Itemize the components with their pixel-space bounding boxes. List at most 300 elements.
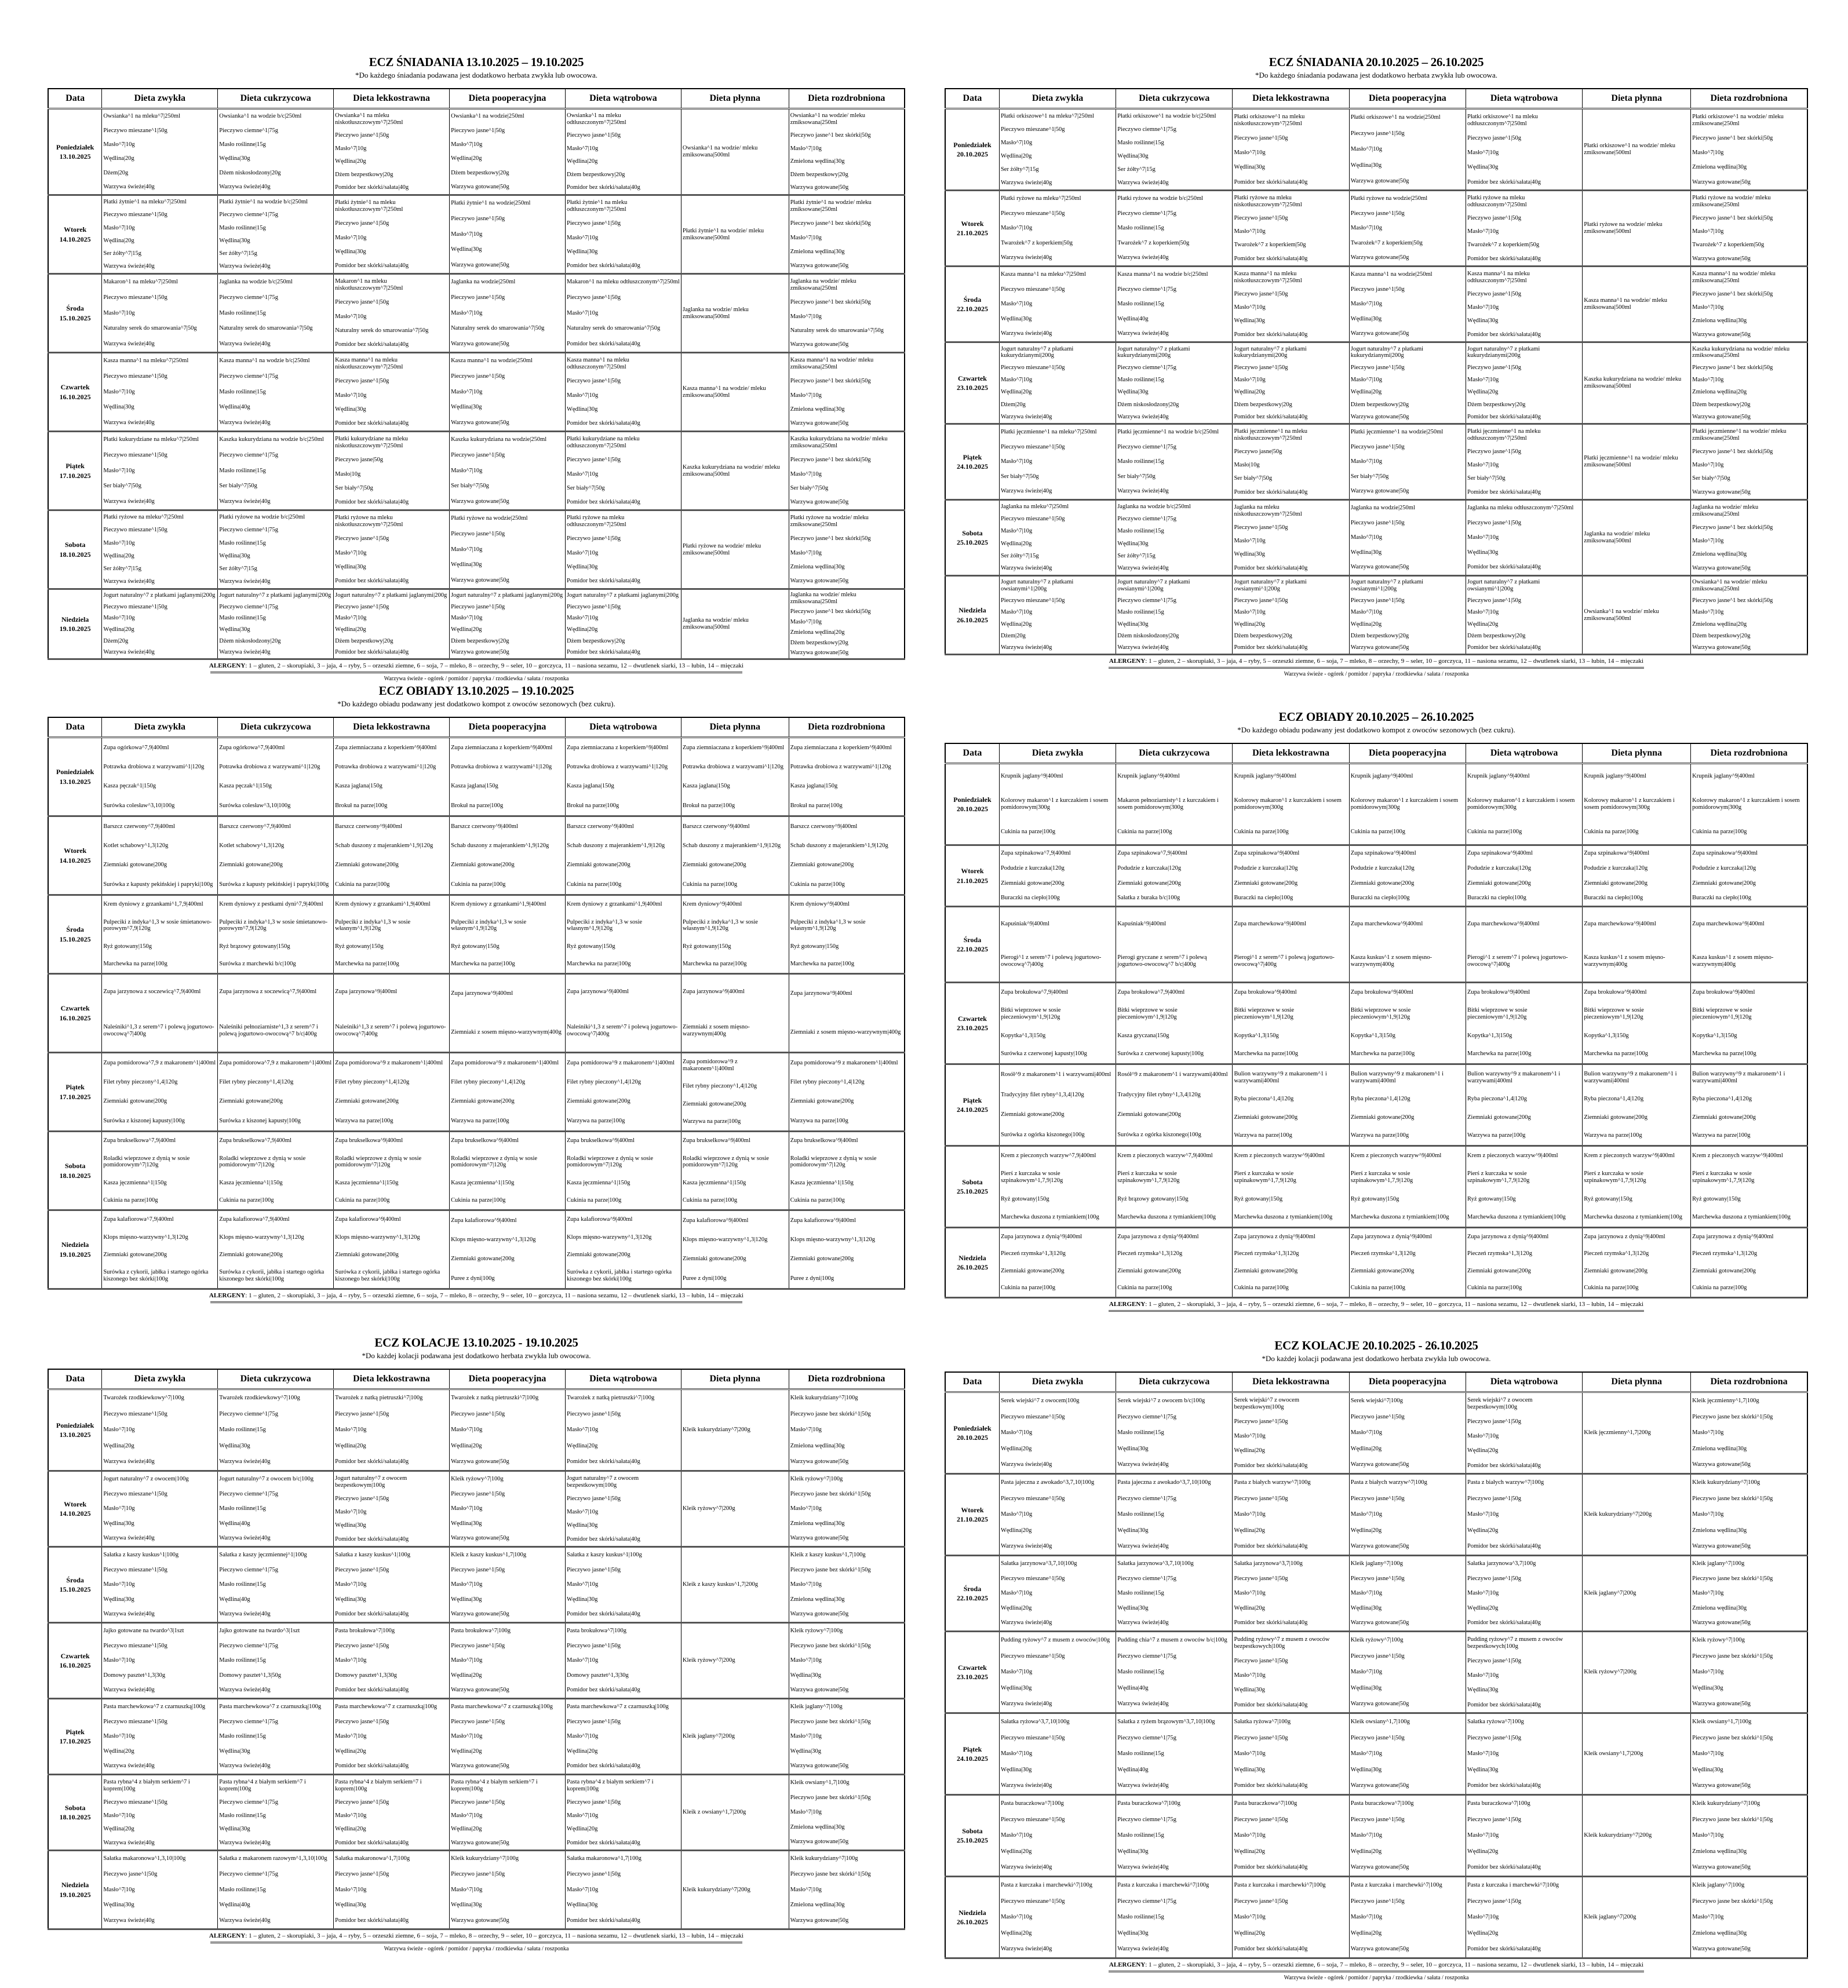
menu-item: Masło^7|10g [103,309,135,316]
menu-item: Podudzie z kurczaka|120g [1234,864,1298,871]
table-row [48,1389,905,1471]
menu-item: Ziemniaki gotowane|200g [1117,1267,1181,1274]
menu-item: Owsianka^1 na mleku odtłuszczonym^7|250ml [567,112,626,126]
menu-item: Warzywa świeże|40g [1117,413,1169,420]
menu-item: Warzywa gotowane|50g [1692,255,1751,262]
menu-item: Masło^7|10g [1350,609,1383,616]
menu-item: Krem z pieczonych warzyw^9|400ml [1584,1152,1675,1159]
item-list [681,817,789,894]
menu-item: Masło^7|10g [451,231,483,238]
menu-item: Pomidor bez skórki/sałata|40g [1234,1462,1308,1469]
menu-item: Krem z pieczonych warzyw^9|400ml [1467,1152,1558,1159]
item-list [218,1624,333,1698]
menu-item: Masło^7|10g [567,1657,599,1664]
menu-item: Cukinia na parze|100g [1234,1285,1289,1292]
menu-item: Pieczywo mieszane^1|50g [1000,1653,1065,1659]
item-list [1000,1796,1116,1876]
menu-item: Cukinia na parze|100g [1467,829,1522,836]
menu-item: Roladki wieprzowe z dynią w sosie pomidorowym^7|120g [567,1155,654,1169]
menu-item: Warzywa gotowane|50g [451,261,509,268]
menu-item: Zupa jarzynowa^9|400ml [335,988,398,995]
item-list [1000,1065,1116,1145]
menu-item: Krupnik jaglany^9|400ml [1117,773,1180,780]
menu-item: Dżem bezpestkowy|20g [1234,632,1292,639]
menu-item: Pomidor bez skórki/sałata|40g [1234,1701,1308,1708]
menu-item: Ser biały^7|50g [451,483,489,490]
menu-item: Masło^7|10g [1467,149,1499,156]
menu-item: Zupa marchewkowa^9|400ml [1467,921,1540,928]
menu-item: Warzywa gotowane|50g [1350,1782,1409,1789]
menu-item: Filet rybny pieczony^1,4|120g [103,1079,178,1085]
menu-item: Masło roślinne|15g [219,1427,266,1433]
menu-item: Masło^7|10g [335,1509,367,1515]
item-list [1000,1475,1116,1555]
menu-item: Ziemniaki gotowane|200g [219,1251,283,1258]
menu-item: Pieczeń rzymska^1,3|120g [1350,1250,1416,1257]
menu-item: Pieczywo mieszane^1|50g [103,127,167,134]
menu-item: Ser biały^7|50g [219,483,257,490]
table-row [48,109,905,195]
item-list [1116,267,1232,341]
item-list [1583,343,1690,423]
menu-item: Wędlina|20g [1467,1527,1499,1534]
day-cell [48,274,102,353]
diet-cell [681,974,789,1053]
fresh-vegetables-note: Warzywa świeże - ogórek / pomidor / papryka / rzodkiewka / sałata / roszponka [384,676,569,682]
menu-item: Ziemniaki gotowane|200g [451,862,515,869]
menu-item: Wędlina|20g [103,1748,134,1754]
menu-item: Naturalny serek do smarowania^7|50g [335,327,429,334]
menu-item: Ziemniaki gotowane|200g [1467,1267,1531,1274]
menu-item: Jogurt naturalny^7 z płatkami owsianymi^1|200g [1234,579,1307,592]
menu-item: Marchewka duszona z tymiankiem|100g [1467,1214,1566,1221]
menu-item: Masło^7|10g [335,615,367,622]
menu-item: Pieczywo jasne^1|50g [335,378,389,385]
diet-cell [999,907,1116,983]
menu-item: Warzywa świeże|40g [1000,254,1052,261]
diet-cell [450,1547,566,1623]
menu-item: Rosół^9 z makaronem^1 i warzywami|400ml [1000,1071,1111,1078]
diet-cell [1233,191,1349,267]
menu-item: Wędlina|30g [1467,549,1499,556]
day-date: 18.10.2025 [59,1813,91,1821]
menu-item: Warzywa na parze|100g [1584,1132,1642,1139]
menu-item: Wędlina|30g [567,563,598,570]
menu-item: Pieczywo jasne^1|50g [1467,1495,1522,1502]
diet-cell [102,589,218,659]
menu-item: Pomidor bez skórki/sałata|40g [567,649,640,656]
day-date: 22.10.2025 [956,1594,988,1602]
table-row [48,1851,905,1929]
menu-item: Surówka z czerwonej kapusty|100g [1117,1050,1204,1057]
diet-cell [218,1699,334,1775]
menu-item: Pieczywo jasne^1|50g [1467,597,1522,604]
menu-item: Zupa jarzynowa^9|400ml [451,990,513,997]
menu-item: Masło^7|10g [103,539,135,546]
diet-cell [1349,1556,1466,1632]
item-list [1466,191,1582,265]
menu-item: Ryż gotowany|150g [1584,1195,1632,1202]
menu-item: Zupa brokułowa^9|400ml [1234,988,1297,995]
menu-item: Warzywa gotowane|50g [1350,1864,1409,1871]
day-name: Piątek [963,1096,982,1104]
menu-item: Krupnik jaglany^9|400ml [1000,773,1063,780]
diet-cell [1349,424,1466,500]
menu-item: Wędlina|30g [1117,1445,1149,1452]
menu-item: Masło roślinne|15g [1117,1511,1164,1518]
menu-item: Warzywa gotowane|50g [790,499,849,505]
menu-item: Zmielona wędlina|30g [790,563,845,570]
menu-item: Dżem niskosłodzony|20g [1117,632,1179,639]
menu-item: Warzywa świeże|40g [219,1687,271,1694]
diet-cell [102,1547,218,1623]
diet-cell [566,1699,681,1775]
day-cell [945,1392,999,1474]
item-list [102,1390,217,1470]
diet-cell [102,1699,218,1775]
item-list [566,738,681,815]
menu-item: Pasta marchewkowa^7 z czarnuszką|100g [567,1703,669,1710]
menu-item: Warzywa gotowane|50g [790,578,849,584]
menu-item: Klops mięsno-warzywny^1,3|120g [451,1236,536,1243]
menu-item: Pomidor bez skórki/sałata|40g [1467,1619,1541,1626]
menu-item: Pomidor bez skórki/sałata|40g [335,341,409,348]
menu-item: Surówka colesław^3,10|100g [219,802,291,809]
menu-item: Masło^7|10g [451,1812,483,1819]
menu-item: Wędlina|20g [1000,152,1032,159]
menu-item: Warzywa gotowane|50g [1692,1946,1751,1953]
item-list [218,432,333,509]
menu-item: Pieczywo jasne^1|50g [335,1799,389,1805]
diet-cell [1583,342,1691,424]
item-list [334,1390,449,1470]
menu-item: Puree z dyni|100g [790,1275,834,1282]
menu-item: Surówka z marchewki b/c|100g [219,960,296,967]
menu-item: Masło^7|10g [1692,1914,1724,1921]
menu-item: Sałatka jarzynowa^3,7,10|100g [1117,1560,1194,1567]
diet-cell [1116,576,1233,655]
menu-item: Masło^7|10g [1467,1672,1499,1679]
menu-item: Ser biały^7|50g [790,484,829,491]
item-list [566,590,681,658]
menu-item: Pasta rybna^4 z białym serkiem^7 i koprem|100g [219,1778,306,1792]
menu-item: Wędlina|30g [103,404,134,411]
diet-cell [999,845,1116,907]
menu-item: Potrawka drobiowa z warzywami^1|120g [682,764,784,770]
menu-item: Surówka z kiszonej kapusty|100g [103,1117,185,1124]
menu-item: Pierś z kurczaka w sosie szpinakowym^1,7,9|120g [1117,1170,1180,1184]
menu-item: Ziemniaki gotowane|200g [1467,1114,1531,1121]
menu-item: Ziemniaki gotowane|200g [1467,880,1531,887]
menu-item: Ryż gotowany|150g [103,943,152,950]
diet-cell [1233,907,1349,983]
item-list [218,975,333,1052]
menu-item: Domowy pasztet^1,3|30g [335,1672,397,1679]
menu-item: Podudzie z kurczaka|120g [1467,864,1531,871]
item-list [789,196,904,273]
table-row [945,500,1807,576]
day-name: Wtorek [64,847,87,855]
menu-item: Pieczywo jasne^1|50g [451,603,505,610]
diet-cell [1349,1228,1466,1298]
menu-item: Masło^7|10g [1692,1590,1724,1597]
menu-item: Bulion warzywny^9 z makaronem^1 i warzywami|400ml [1467,1070,1561,1084]
menu-item: Buraczki na ciepło|100g [1350,895,1410,902]
menu-item: Ziemniaki gotowane|200g [451,1098,515,1105]
item-list [1691,764,1807,844]
menu-item: Warzywa gotowane|50g [790,1763,849,1770]
column-header: Dieta płynna [681,89,789,109]
menu-item: Ziemniaki gotowane|200g [1692,1267,1756,1274]
column-header: Data [945,743,999,764]
diet-cell [102,738,218,816]
column-header: Dieta pooperacyjna [1349,1372,1466,1392]
menu-item: Zupa kalafiorowa^9|400ml [790,1217,856,1224]
menu-item: Pieczywo jasne^1 bez skórki|50g [1692,214,1773,221]
diet-cell [999,1228,1116,1298]
item-list [1466,1147,1582,1227]
item-list [1000,343,1116,423]
diet-cell [218,1389,334,1471]
menu-item: Warzywa gotowane|50g [1692,413,1751,420]
item-list [681,511,789,588]
menu-item: Pieczywo mieszane^1|50g [103,1642,167,1649]
menu-item: Pieczywo jasne bez skórki^1|50g [790,1871,871,1878]
menu-item: Pomidor bez skórki/sałata|40g [567,340,640,347]
diet-cell [566,432,681,510]
diet-cell [1116,1146,1233,1228]
menu-item: Wędlina|30g [1234,551,1265,558]
menu-item: Naturalny serek do smarowania^7|50g [103,325,197,332]
menu-item: Jogurt naturalny^7 z płatkami kukurydzianymi|200g [1234,345,1307,359]
diet-cell [1691,1146,1807,1228]
menu-item: Wędlina|30g [1234,164,1265,171]
menu-item: Pierogi gryczane z serem^7 i polewą jogurtowo-owocową^7 b/c|400g [1117,954,1207,968]
menu-item: Pierś z kurczaka w sosie szpinakowym^1,7,9|120g [1350,1170,1413,1184]
item-list [1233,191,1348,265]
menu-item: Ziemniaki gotowane|200g [1234,1114,1298,1121]
menu-item: Cukinia na parze|100g [1584,829,1639,836]
menu-item: Zmielona wędlina|30g [790,406,845,413]
day-date: 16.10.2025 [59,392,91,401]
menu-item: Masło^7|10g [1234,538,1266,544]
menu-item: Pieczywo jasne^1|50g [451,452,505,459]
menu-item: Wędlina|30g [567,406,598,413]
menu-item: Zupa marchewkowa^9|400ml [1584,921,1656,928]
menu-item: Pomidor bez skórki/sałata|40g [1467,1543,1541,1550]
menu-item: Zupa pomidorowa^9 z makaronem^1|400ml [567,1059,675,1066]
item-list [1691,1475,1807,1555]
menu-item: Pieczywo jasne^1|50g [335,1871,389,1878]
menu-item: Pudding chia^7 z musem z owoców b/c|100g [1117,1636,1227,1643]
menu-item: Schab duszony z majerankiem^1,9|120g [335,842,433,849]
diet-cell [1349,576,1466,655]
menu-item: Sałatka ryżowa^3,7,10|100g [1000,1718,1070,1725]
menu-item: Filet rybny pieczony^1,4|120g [567,1079,641,1085]
item-list [1116,907,1232,982]
item-list [1583,1065,1690,1145]
menu-item: Pieczywo jasne bez skórki^1|50g [790,1410,871,1417]
day-date: 26.10.2025 [956,1263,988,1271]
table-row [945,1146,1807,1228]
menu-item: Kasza pęczak^1|150g [219,783,272,790]
diet-cell [1233,576,1349,655]
menu-item: Pieczywo mieszane^1|50g [103,211,167,218]
menu-item: Pieczeń rzymska^1,3|120g [1234,1250,1299,1257]
day-cell [48,738,102,816]
table-row [48,1210,905,1289]
menu-item: Filet rybny pieczony^1,4|120g [335,1079,410,1085]
item-list [1466,1475,1582,1555]
day-date: 23.10.2025 [956,1024,988,1032]
menu-item: Masło^7|10g [567,392,599,399]
menu-item: Masło|10g [1234,462,1260,468]
day-date: 24.10.2025 [956,1106,988,1114]
day-date: 18.10.2025 [59,550,91,559]
diet-cell [789,1547,905,1623]
menu-item: Pieczywo jasne^1|50g [1467,364,1522,371]
menu-item: Marchewka duszona z tymiankiem|100g [1584,1214,1683,1221]
menu-item: Zupa ogórkowa^7,9|400ml [219,744,285,751]
menu-item: Jogurt naturalny^7 z płatkami jaglanymi|200g [219,592,331,599]
menu-item: Zupa jarzynowa z dynią^9|400ml [1117,1233,1199,1240]
menu-item: Masło^7|10g [1000,528,1033,535]
menu-item: Pieczywo jasne^1|50g [451,1799,505,1805]
item-list [1583,1714,1690,1794]
menu-item: Pierś z kurczaka w sosie szpinakowym^1,7,9|120g [1000,1170,1063,1184]
menu-item: Wędlina|30g [219,237,250,244]
menu-item: Cukinia na parze|100g [451,1197,506,1203]
menu-item: Pieczywo jasne^1|50g [1234,1657,1288,1664]
menu-item: Jogurt naturalny^7 z płatkami jaglanymi|200g [103,592,216,599]
menu-item: Ziemniaki gotowane|200g [567,1251,630,1258]
diet-cell [450,1775,566,1851]
item-list [1116,1796,1232,1876]
item-list [681,590,789,658]
menu-item: Sałatka makaronowa^1,3,10|100g [103,1855,186,1862]
item-list [566,353,681,431]
menu-item: Kleik ryżowy^7|100g [790,1627,843,1634]
diet-cell [1466,1713,1583,1795]
menu-item: Kaszka kukurydziana na wodzie/ mleku zmiksowana|250ml [1692,345,1790,359]
menu-item: Masło roślinne|15g [219,1733,266,1740]
diet-cell [218,109,334,195]
menu-item: Kleik jaglany^7|200g [1584,1914,1636,1921]
table-row [945,764,1807,845]
menu-item: Masło^7|10g [567,615,599,622]
sheet-title: ECZ OBIADY 20.10.2025 – 26.10.2025 [1278,710,1474,724]
menu-item: Pieczywo jasne^1|50g [567,1410,621,1417]
menu-item: Twarożek^7 z koperkiem|50g [1234,242,1306,249]
menu-item: Podudzie z kurczaka|120g [1692,864,1756,871]
item-list [1233,1632,1348,1712]
menu-item: Masło^7|10g [1692,304,1724,311]
item-list [1233,983,1348,1063]
menu-item: Wędlina|20g [103,155,134,162]
day-name: Czwartek [957,1663,987,1672]
menu-item: Masło^7|10g [1467,377,1499,384]
menu-item: Pomidor bez skórki/sałata|40g [567,420,640,426]
menu-item: Buraczki na ciepło|100g [1692,895,1751,902]
menu-item: Serek wiejski^7 z owocem bezpestkowym|100g [1467,1396,1533,1410]
menu-item: Płatki żytnie^1 na mleku odtłuszczonym^7|250ml [567,199,628,213]
day-date: 17.10.2025 [59,1737,91,1745]
menu-item: Warzywa świeże|40g [1000,1543,1052,1550]
diet-cell [566,510,681,589]
menu-item: Wędlina|30g [1234,318,1265,324]
menu-item: Pomidor bez skórki/sałata|40g [335,262,409,269]
diet-cell [1466,1228,1583,1298]
table-row [48,816,905,895]
menu-table [48,88,905,660]
menu-item: Dżem bezpestkowy|20g [451,169,509,176]
menu-item: Ziemniaki gotowane|200g [451,1256,515,1263]
menu-item: Buraczki na ciepło|100g [1467,895,1526,902]
menu-item: Masło^7|10g [103,388,135,395]
diet-cell [1233,1877,1349,1958]
diet-cell [1583,1556,1691,1632]
menu-item: Masło^7|10g [1000,1832,1033,1839]
item-list [334,590,449,658]
item-list [1116,191,1232,265]
menu-item: Pieczywo ciemne^1|75g [1117,1734,1176,1741]
menu-item: Masło^7|10g [103,141,135,148]
diet-cell [789,432,905,510]
item-list [566,1548,681,1622]
column-header: Dieta lekkostrawna [1233,743,1349,764]
menu-item: Krem dyniowy z grzankami^1,9|400ml [567,901,662,908]
menu-item: Kolorowy makaron^1 z kurczakiem i sosem pomidorowym|300g [1234,797,1342,811]
menu-item: Pieczywo ciemne^1|75g [219,1799,279,1805]
day-date: 16.10.2025 [59,1013,91,1022]
day-name: Niedziela [958,1908,986,1917]
diet-cell [102,1210,218,1289]
menu-item: Dżem niskosłodzony|20g [1117,401,1179,408]
diet-cell [1466,1392,1583,1474]
menu-item: Ser żółty^7|15g [1117,166,1156,173]
menu-item: Zupa szpinakowa^9|400ml [1692,850,1758,856]
menu-item: Sałatka makaronowa^1,7|100g [567,1855,641,1862]
table-row [945,1632,1807,1713]
diet-cell [450,510,566,589]
menu-item: Ryż gotowany|150g [1350,1195,1399,1202]
menu-item: Warzywa świeże|40g [103,183,155,190]
menu-item: Marchewka duszona z tymiankiem|100g [1117,1214,1216,1221]
menu-item: Masło^7|10g [567,1886,599,1893]
item-list [1583,1796,1690,1876]
menu-item: Pomidor bez skórki/sałata|40g [567,184,640,191]
menu-item: Warzywa gotowane|50g [1692,331,1751,338]
diet-cell [999,424,1116,500]
menu-item: Masło^7|10g [1692,1429,1724,1436]
menu-item: Płatki orkiszowe^1 na mleku^7|250ml [1000,112,1094,119]
menu-item: Cukinia na parze|100g [1584,1285,1639,1292]
day-cell [48,432,102,510]
menu-item: Ziemniaki gotowane|200g [335,862,399,869]
item-list [789,1775,904,1850]
menu-item: Wędlina|30g [103,1902,134,1909]
menu-item: Masło roślinne|15g [1117,1914,1164,1921]
menu-item: Zupa jarzynowa^9|400ml [682,988,745,995]
item-list [1466,501,1582,575]
diet-cell [450,1132,566,1210]
menu-item: Masło^7|10g [1350,1750,1383,1757]
table-row [48,432,905,510]
item-list [334,817,449,894]
menu-item: Pieczywo jasne^1|50g [451,373,505,380]
diet-cell [218,1623,334,1699]
day-name: Sobota [64,1162,86,1170]
